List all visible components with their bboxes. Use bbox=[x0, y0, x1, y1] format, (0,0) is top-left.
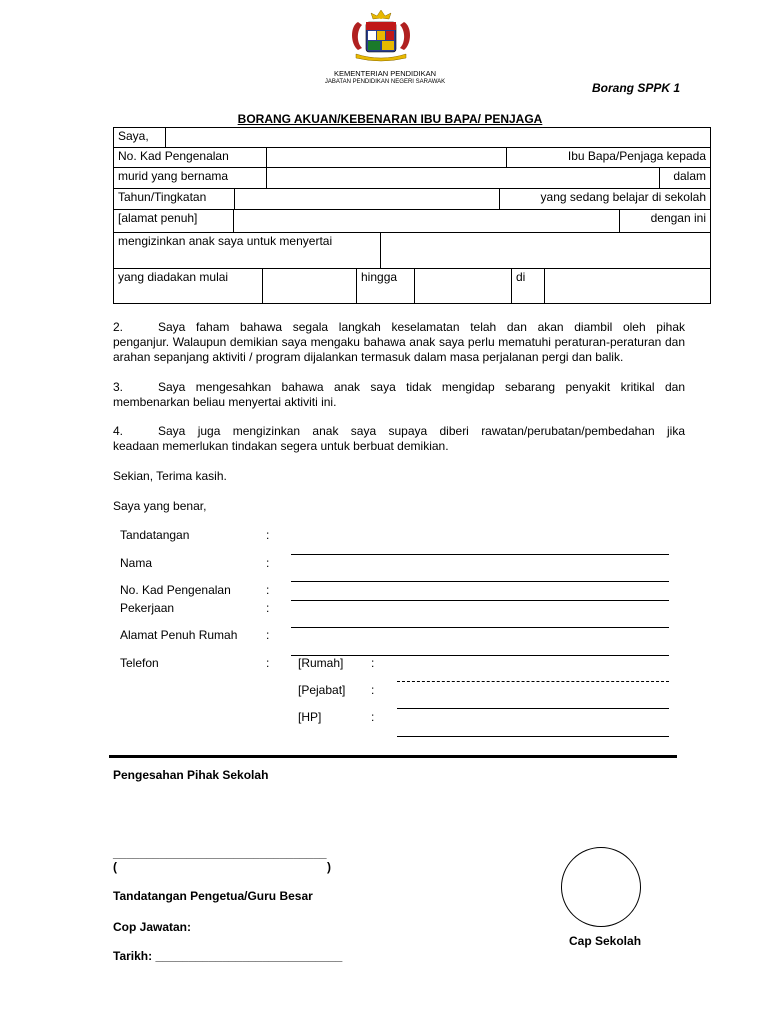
paragraph-4-line1: Saya juga mengizinkan anak saya supaya diberi rawatan/perubatan/pembedahan jika bbox=[158, 424, 685, 438]
paragraph-4-number: 4. bbox=[113, 424, 124, 438]
pejabat-line[interactable] bbox=[397, 708, 669, 709]
paragraph-4-rest: keadaan memerlukan tindakan segera untuk berbuat demikian. bbox=[113, 439, 449, 453]
form-code: Borang SPPK 1 bbox=[592, 81, 681, 95]
label-murid: murid yang bernama bbox=[113, 167, 267, 189]
label-sedang-belajar: yang sedang belajar di sekolah bbox=[499, 188, 711, 210]
hp-line[interactable] bbox=[397, 736, 669, 737]
coat-of-arms-logo bbox=[346, 8, 416, 64]
colon: : bbox=[371, 656, 375, 670]
label-pekerjaan: Pekerjaan bbox=[120, 601, 175, 615]
input-tarikh-mula[interactable] bbox=[262, 268, 357, 304]
paragraph-2-line1: Saya faham bahawa segala langkah keselamatan telah dan akan diambil oleh pihak bbox=[158, 320, 685, 334]
form-title: BORANG AKUAN/KEBENARAN IBU BAPA/ PENJAGA bbox=[237, 112, 543, 126]
school-stamp-circle bbox=[561, 847, 641, 927]
principal-sign-label: Tandatangan Pengetua/Guru Besar bbox=[113, 889, 313, 903]
tarikh-label[interactable]: Tarikh: ____________________________ bbox=[113, 949, 343, 963]
tandatangan-line[interactable] bbox=[291, 554, 669, 555]
label-tahun: Tahun/Tingkatan bbox=[113, 188, 235, 210]
label-alamat-rumah: Alamat Penuh Rumah bbox=[120, 628, 238, 642]
input-aktiviti[interactable] bbox=[380, 232, 711, 269]
label-alamat: [alamat penuh] bbox=[113, 209, 234, 233]
rumah-line[interactable] bbox=[397, 681, 669, 682]
department-name: JABATAN PENDIDIKAN NEGERI SARAWAK bbox=[324, 79, 446, 85]
label-ibu-bapa: Ibu Bapa/Penjaga kepada bbox=[506, 147, 711, 168]
label-pejabat: [Pejabat] bbox=[298, 683, 346, 697]
paragraph-4 bbox=[113, 424, 685, 454]
colon: : bbox=[266, 528, 270, 542]
label-di: di bbox=[511, 268, 545, 304]
label-saya: Saya, bbox=[113, 127, 166, 148]
colon: : bbox=[266, 656, 270, 670]
paragraph-3-number: 3. bbox=[113, 380, 124, 394]
alamat-line[interactable] bbox=[291, 655, 669, 656]
pekerjaan-line[interactable] bbox=[291, 627, 669, 628]
colon: : bbox=[371, 710, 375, 724]
label-dalam: dalam bbox=[659, 167, 711, 189]
input-tarikh-tamat[interactable] bbox=[414, 268, 512, 304]
colon: : bbox=[266, 601, 270, 615]
sincerely-text: Saya yang benar, bbox=[113, 499, 207, 513]
label-hingga: hingga bbox=[356, 268, 415, 304]
label-telefon: Telefon bbox=[120, 656, 159, 670]
colon: : bbox=[266, 556, 270, 570]
input-no-kp[interactable] bbox=[266, 147, 507, 168]
paragraph-3 bbox=[113, 380, 685, 410]
input-alamat-sekolah[interactable] bbox=[233, 209, 620, 233]
input-nama-murid[interactable] bbox=[266, 167, 660, 189]
label-tandatangan: Tandatangan bbox=[120, 528, 190, 542]
section-divider bbox=[109, 755, 677, 758]
nama-line[interactable] bbox=[291, 581, 669, 582]
input-nama-ibu-bapa[interactable] bbox=[165, 127, 711, 148]
bracket-close: ) bbox=[327, 860, 331, 874]
paragraph-3-rest: membenarkan beliau menyertai aktiviti ini. bbox=[113, 395, 337, 409]
ministry-block bbox=[300, 69, 470, 87]
label-diadakan: yang diadakan mulai bbox=[113, 268, 263, 304]
label-nama: Nama bbox=[120, 556, 153, 570]
paragraph-2-rest: penganjur. Walaupun demikian saya mengaku bahawa anak saya perlu mematuhi peraturan-peraturan dan arahan sepanjang aktiviti / program dijalankan termasuk dalam masa perjalanan pergi dan balik. bbox=[113, 335, 685, 364]
label-dengan-ini: dengan ini bbox=[619, 209, 711, 233]
bracket-open: ( bbox=[113, 860, 117, 874]
input-tahun[interactable] bbox=[234, 188, 500, 210]
label-no-kp: No. Kad Pengenalan bbox=[113, 147, 267, 168]
closing-text: Sekian, Terima kasih. bbox=[113, 469, 227, 483]
declaration-table bbox=[113, 127, 711, 304]
colon: : bbox=[371, 683, 375, 697]
ministry-name: KEMENTERIAN PENDIDIKAN bbox=[333, 69, 437, 78]
paragraph-3-line1: Saya mengesahkan bahawa anak saya tidak mengidap sebarang penyakit kritikal dan bbox=[158, 380, 685, 394]
paragraph-2 bbox=[113, 320, 685, 365]
input-tempat[interactable] bbox=[544, 268, 711, 304]
paragraph-2-number: 2. bbox=[113, 320, 124, 334]
colon: : bbox=[266, 583, 270, 597]
label-hp: [HP] bbox=[298, 710, 322, 724]
school-sign-line[interactable]: ________________________________ bbox=[113, 846, 327, 860]
no-kp-line[interactable] bbox=[291, 600, 669, 601]
cap-sekolah-label: Cap Sekolah bbox=[569, 934, 642, 948]
colon: : bbox=[266, 628, 270, 642]
label-no-kp-sign: No. Kad Pengenalan bbox=[120, 583, 231, 597]
label-rumah: [Rumah] bbox=[298, 656, 344, 670]
school-heading: Pengesahan Pihak Sekolah bbox=[113, 768, 269, 782]
cop-jawatan-label: Cop Jawatan: bbox=[113, 920, 192, 934]
label-mengizinkan: mengizinkan anak saya untuk menyertai bbox=[113, 232, 381, 269]
